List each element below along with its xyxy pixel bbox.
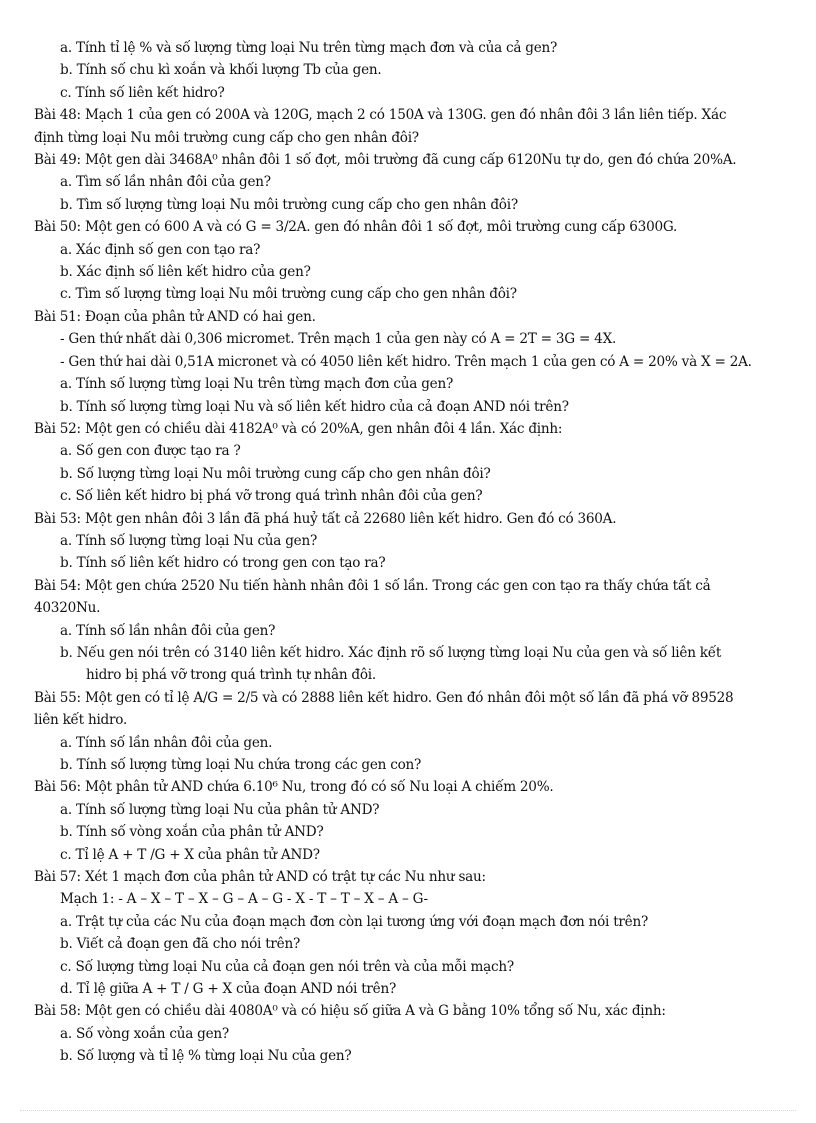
sub-question-line: c. Số liên kết hidro bị phá vỡ trong quá trình nhân đôi của gen? [60, 488, 483, 505]
sub-question-line: a. Trật tự của các Nu của đoạn mạch đơn còn lại tương ứng với đoạn mạch đơn nói trên? [60, 913, 649, 930]
sub-question-line: a. Tính tỉ lệ % và số lượng từng loại Nu trên từng mạch đơn và của cả gen? [60, 40, 558, 56]
exercise-line: định từng loại Nu môi trường cung cấp cho gen nhân đôi? [34, 129, 419, 146]
sub-question-line: a. Số gen con được tạo ra ? [60, 443, 241, 460]
sub-question-line: c. Tỉ lệ A + T /G + X của phân tử AND? [60, 846, 320, 863]
exercise-line: Bài 56: Một phân tử AND chứa 6.10⁶ Nu, trong đó có số Nu loại A chiếm 20%. [34, 779, 554, 796]
sub-question-line: a. Tính số lượng từng loại Nu của gen? [60, 532, 318, 549]
sub-question-line: b. Tính số vòng xoắn của phân tử AND? [60, 824, 324, 841]
exercise-line: Bài 52: Một gen có chiều dài 4182A⁰ và có 20%A, gen nhân đôi 4 lần. Xác định: [34, 420, 563, 437]
sub-question-line: Mạch 1: - A – X – T – X – G – A – G - X - T – T – X – A – G- [60, 891, 428, 908]
exercise-line: Bài 58: Một gen có chiều dài 4080A⁰ và có hiệu số giữa A và G bằng 10% tổng số Nu, xác định: [34, 1003, 666, 1020]
sub-question-line: c. Số lượng từng loại Nu của cả đoạn gen nói trên và của mỗi mạch? [60, 958, 514, 975]
sub-question-line: a. Tính số lần nhân đôi của gen. [60, 734, 273, 751]
sub-question-line: d. Tỉ lệ giữa A + T / G + X của đoạn AND nói trên? [60, 981, 396, 998]
exercise-line: Bài 48: Mạch 1 của gen có 200A và 120G, mạch 2 có 150A và 130G. gen đó nhân đôi 3 lần liên tiếp. Xác [34, 107, 727, 124]
sub-question-line: - Gen thứ nhất dài 0,306 micromet. Trên mạch 1 của gen này có A = 2T = 3G = 4X. [60, 331, 617, 348]
sub-question-line: b. Nếu gen nói trên có 3140 liên kết hidro. Xác định rõ số lượng từng loại Nu của gen và số liên kết [60, 644, 722, 661]
exercise-line: Bài 49: Một gen dài 3468A⁰ nhân đôi 1 số đợt, môi trường đã cung cấp 6120Nu tự do, gen đó chứa 20%A. [34, 152, 737, 169]
sub-question-line: hidro bị phá vỡ trong quá trình tự nhân đôi. [86, 667, 376, 684]
exercise-line: 40320Nu. [34, 600, 101, 617]
exercise-line: liên kết hidro. [34, 712, 128, 729]
document-body [34, 37, 794, 1068]
sub-question-line: b. Tìm số lượng từng loại Nu môi trường cung cấp cho gen nhân đôi? [60, 196, 518, 213]
sub-question-line: b. Số lượng và tỉ lệ % từng loại Nu của gen? [60, 1048, 352, 1065]
sub-question-line: b. Tính số liên kết hidro có trong gen con tạo ra? [60, 555, 386, 572]
sub-question-line: a. Tính số lượng từng loại Nu trên từng mạch đơn của gen? [60, 376, 453, 393]
sub-question-line: b. Viết cả đoạn gen đã cho nói trên? [60, 936, 301, 953]
exercise-line: Bài 55: Một gen có tỉ lệ A/G = 2/5 và có 2888 liên kết hidro. Gen đó nhân đôi một số lần đã phá vỡ 89528 [34, 689, 734, 706]
exercise-line: Bài 57: Xét 1 mạch đơn của phân tử AND có trật tự các Nu như sau: [34, 869, 486, 886]
sub-question-line: c. Tính số liên kết hidro? [60, 84, 225, 101]
sub-question-line: c. Tìm số lượng từng loại Nu môi trường cung cấp cho gen nhân đôi? [60, 286, 517, 303]
sub-question-line: a. Xác định số gen con tạo ra? [60, 241, 261, 258]
exercise-line: Bài 53: Một gen nhân đôi 3 lần đã phá huỷ tất cả 22680 liên kết hidro. Gen đó có 360A. [34, 510, 617, 527]
sub-question-line: b. Số lượng từng loại Nu môi trường cung cấp cho gen nhân đôi? [60, 465, 491, 482]
exercise-line: Bài 50: Một gen có 600 A và có G = 3/2A. gen đó nhân đôi 1 số đợt, môi trường cung cấp 6300G. [34, 219, 678, 236]
sub-question-line: a. Số vòng xoắn của gen? [60, 1025, 229, 1042]
sub-question-line: b. Tính số chu kì xoắn và khối lượng Tb của gen. [60, 62, 382, 79]
sub-question-line: a. Tính số lượng từng loại Nu của phân tử AND? [60, 801, 380, 818]
sub-question-line: b. Tính số lượng từng loại Nu và số liên kết hidro của cả đoạn AND nói trên? [60, 398, 569, 415]
sub-question-line: - Gen thứ hai dài 0,51A micronet và có 4050 liên kết hidro. Trên mạch 1 của gen có A = 20% và X = 2A. [60, 353, 752, 370]
sub-question-line: a. Tính số lần nhân đôi của gen? [60, 622, 276, 639]
exercise-line: Bài 54: Một gen chứa 2520 Nu tiến hành nhân đôi 1 số lần. Trong các gen con tạo ra thấy chứa tất cả [34, 577, 711, 594]
sub-question-line: b. Xác định số liên kết hidro của gen? [60, 264, 311, 281]
exercise-line: Bài 51: Đoạn của phân tử AND có hai gen. [34, 308, 316, 325]
page-bottom-divider [20, 1110, 796, 1111]
sub-question-line: b. Tính số lượng từng loại Nu chứa trong các gen con? [60, 757, 422, 773]
sub-question-line: a. Tìm số lần nhân đôi của gen? [60, 174, 271, 191]
